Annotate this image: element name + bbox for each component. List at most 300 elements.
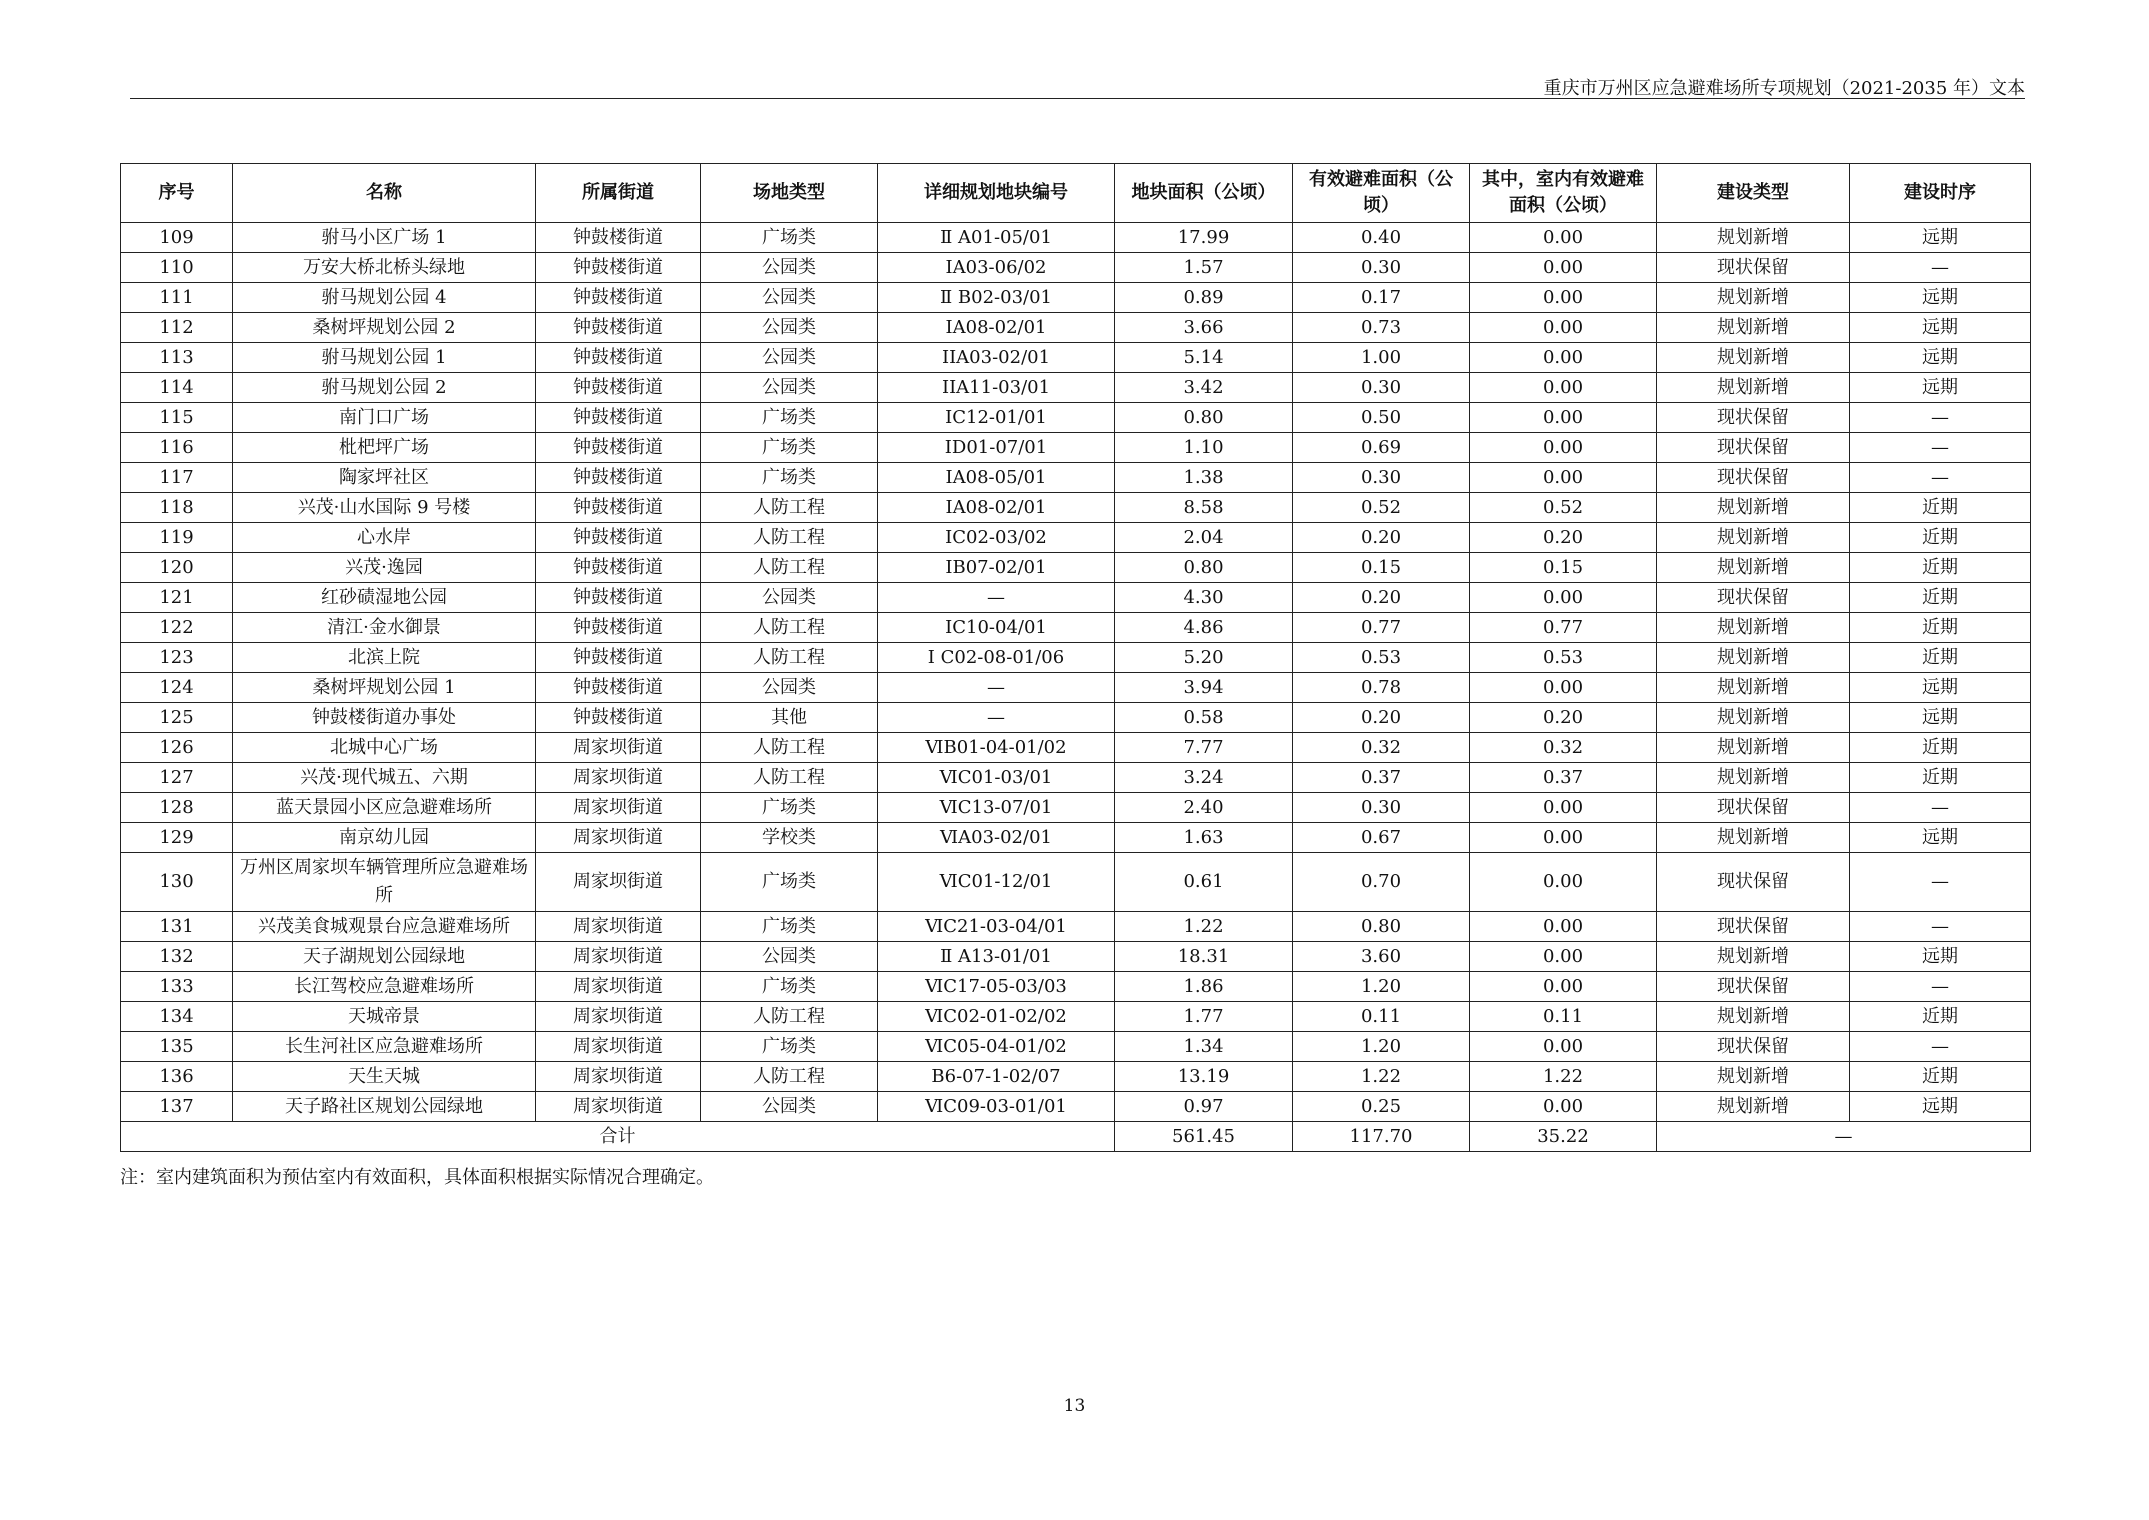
- table-cell: 0.11: [1470, 1002, 1657, 1032]
- table-row: [121, 793, 2031, 823]
- table-cell: 0.97: [1115, 1092, 1293, 1122]
- table-cell: 公园类: [701, 1092, 878, 1122]
- table-cell: 钟鼓楼街道: [536, 613, 701, 643]
- table-cell: 广场类: [701, 853, 878, 912]
- table-cell: 现状保留: [1657, 253, 1850, 283]
- table-cell: 兴茂·现代城五、六期: [233, 763, 536, 793]
- table-cell: 112: [121, 313, 233, 343]
- table-cell: 驸马规划公园 2: [233, 373, 536, 403]
- table-cell: 0.11: [1293, 1002, 1470, 1032]
- table-cell: 长生河社区应急避难场所: [233, 1032, 536, 1062]
- table-cell: 0.77: [1470, 613, 1657, 643]
- table-cell: 人防工程: [701, 733, 878, 763]
- table-cell: 0.15: [1470, 553, 1657, 583]
- table-cell: 广场类: [701, 463, 878, 493]
- table-cell: 万州区周家坝车辆管理所应急避难场所: [233, 853, 536, 912]
- table-cell: 规划新增: [1657, 343, 1850, 373]
- table-cell: 0.32: [1470, 733, 1657, 763]
- table-cell: 1.10: [1115, 433, 1293, 463]
- column-header: 有效避难面积（公顷）: [1293, 164, 1470, 223]
- table-cell: 0.00: [1470, 583, 1657, 613]
- table-cell: 钟鼓楼街道: [536, 583, 701, 613]
- table-cell: 现状保留: [1657, 793, 1850, 823]
- table-cell: 公园类: [701, 583, 878, 613]
- table-cell: 1.34: [1115, 1032, 1293, 1062]
- table-cell: IB07-02/01: [878, 553, 1115, 583]
- table-row: [121, 703, 2031, 733]
- table-cell: 110: [121, 253, 233, 283]
- document-header-title: 重庆市万州区应急避难场所专项规划（2021-2035 年）文本: [1543, 78, 2025, 99]
- table-cell: 5.14: [1115, 343, 1293, 373]
- table-cell: IA08-02/01: [878, 313, 1115, 343]
- table-cell: 周家坝街道: [536, 942, 701, 972]
- table-cell: 清江·金水御景: [233, 613, 536, 643]
- table-row: [121, 493, 2031, 523]
- table-cell: 钟鼓楼街道: [536, 403, 701, 433]
- table-cell: 0.00: [1470, 1092, 1657, 1122]
- table-cell: 3.24: [1115, 763, 1293, 793]
- table-cell: 公园类: [701, 942, 878, 972]
- page-number: 13: [1063, 1396, 1086, 1416]
- table-cell: 0.78: [1293, 673, 1470, 703]
- total-area: 561.45: [1115, 1122, 1293, 1152]
- total-rest: —: [1657, 1122, 2031, 1152]
- table-cell: 心水岸: [233, 523, 536, 553]
- table-cell: 人防工程: [701, 523, 878, 553]
- table-cell: 蓝天景园小区应急避难场所: [233, 793, 536, 823]
- table-cell: 钟鼓楼街道: [536, 463, 701, 493]
- table-cell: 近期: [1850, 523, 2031, 553]
- table-cell: 枇杷坪广场: [233, 433, 536, 463]
- table-cell: 0.00: [1470, 403, 1657, 433]
- table-cell: 其他: [701, 703, 878, 733]
- table-cell: 远期: [1850, 223, 2031, 253]
- table-cell: 南门口广场: [233, 403, 536, 433]
- table-cell: 人防工程: [701, 1062, 878, 1092]
- table-row: [121, 463, 2031, 493]
- table-cell: 0.77: [1293, 613, 1470, 643]
- table-cell: —: [1850, 912, 2031, 942]
- table-cell: 0.30: [1293, 463, 1470, 493]
- table-cell: 17.99: [1115, 223, 1293, 253]
- table-cell: 周家坝街道: [536, 793, 701, 823]
- table-cell: 0.00: [1470, 313, 1657, 343]
- total-label: 合计: [121, 1122, 1115, 1152]
- table-cell: 0.00: [1470, 972, 1657, 1002]
- table-cell: 陶家坪社区: [233, 463, 536, 493]
- table-cell: 125: [121, 703, 233, 733]
- table-cell: 规划新增: [1657, 493, 1850, 523]
- table-row: [121, 853, 2031, 912]
- table-cell: 规划新增: [1657, 223, 1850, 253]
- table-row: [121, 403, 2031, 433]
- table-cell: 4.86: [1115, 613, 1293, 643]
- table-cell: 116: [121, 433, 233, 463]
- table-cell: 0.37: [1470, 763, 1657, 793]
- table-cell: 广场类: [701, 972, 878, 1002]
- table-cell: —: [1850, 463, 2031, 493]
- table-cell: 1.63: [1115, 823, 1293, 853]
- table-row: [121, 1062, 2031, 1092]
- column-header: 名称: [233, 164, 536, 223]
- table-cell: 规划新增: [1657, 1062, 1850, 1092]
- table-cell: 136: [121, 1062, 233, 1092]
- table-cell: 4.30: [1115, 583, 1293, 613]
- table-cell: Ⅱ A13-01/01: [878, 942, 1115, 972]
- table-cell: ID01-07/01: [878, 433, 1115, 463]
- table-cell: 公园类: [701, 313, 878, 343]
- table-row: [121, 1002, 2031, 1032]
- table-cell: 1.77: [1115, 1002, 1293, 1032]
- table-cell: 3.94: [1115, 673, 1293, 703]
- table-cell: 114: [121, 373, 233, 403]
- table-row: [121, 553, 2031, 583]
- table-cell: 北城中心广场: [233, 733, 536, 763]
- table-cell: 长江驾校应急避难场所: [233, 972, 536, 1002]
- table-cell: 人防工程: [701, 493, 878, 523]
- table-cell: 近期: [1850, 583, 2031, 613]
- table-cell: 现状保留: [1657, 403, 1850, 433]
- table-cell: 0.80: [1115, 553, 1293, 583]
- table-cell: 0.00: [1470, 343, 1657, 373]
- table-cell: 周家坝街道: [536, 733, 701, 763]
- table-cell: ⅥC02-01-02/02: [878, 1002, 1115, 1032]
- table-cell: 兴茂美食城观景台应急避难场所: [233, 912, 536, 942]
- table-row: [121, 613, 2031, 643]
- table-cell: 5.20: [1115, 643, 1293, 673]
- table-cell: 0.80: [1293, 912, 1470, 942]
- table-cell: 钟鼓楼街道: [536, 643, 701, 673]
- table-cell: 0.00: [1470, 1032, 1657, 1062]
- table-row: [121, 313, 2031, 343]
- table-cell: 2.04: [1115, 523, 1293, 553]
- table-cell: 121: [121, 583, 233, 613]
- table-row: [121, 253, 2031, 283]
- table-cell: 规划新增: [1657, 553, 1850, 583]
- table-cell: 122: [121, 613, 233, 643]
- table-cell: 0.69: [1293, 433, 1470, 463]
- table-cell: 0.52: [1470, 493, 1657, 523]
- table-cell: 0.00: [1470, 853, 1657, 912]
- table-cell: 规划新增: [1657, 703, 1850, 733]
- table-cell: ⅥC01-03/01: [878, 763, 1115, 793]
- table-row: [121, 733, 2031, 763]
- column-header: 所属街道: [536, 164, 701, 223]
- table-cell: 134: [121, 1002, 233, 1032]
- table-cell: 人防工程: [701, 643, 878, 673]
- table-cell: —: [1850, 1032, 2031, 1062]
- table-cell: 周家坝街道: [536, 1032, 701, 1062]
- table-cell: 规划新增: [1657, 523, 1850, 553]
- table-cell: 天子路社区规划公园绿地: [233, 1092, 536, 1122]
- table-cell: 近期: [1850, 553, 2031, 583]
- table-cell: 人防工程: [701, 1002, 878, 1032]
- table-cell: 133: [121, 972, 233, 1002]
- table-cell: 118: [121, 493, 233, 523]
- table-cell: 现状保留: [1657, 912, 1850, 942]
- table-cell: 0.00: [1470, 253, 1657, 283]
- table-cell: 0.61: [1115, 853, 1293, 912]
- table-cell: 兴茂·逸园: [233, 553, 536, 583]
- table-cell: —: [1850, 253, 2031, 283]
- table-cell: 0.20: [1470, 523, 1657, 553]
- table-cell: 天子湖规划公园绿地: [233, 942, 536, 972]
- table-cell: 124: [121, 673, 233, 703]
- table-cell: 规划新增: [1657, 763, 1850, 793]
- table-cell: 0.89: [1115, 283, 1293, 313]
- table-cell: 0.40: [1293, 223, 1470, 253]
- table-cell: 8.58: [1115, 493, 1293, 523]
- table-cell: 1.22: [1470, 1062, 1657, 1092]
- table-cell: 1.22: [1115, 912, 1293, 942]
- table-cell: 南京幼儿园: [233, 823, 536, 853]
- table-cell: 1.00: [1293, 343, 1470, 373]
- table-cell: 近期: [1850, 1062, 2031, 1092]
- table-cell: 0.00: [1470, 463, 1657, 493]
- table-cell: 0.73: [1293, 313, 1470, 343]
- table-cell: —: [878, 703, 1115, 733]
- table-cell: 远期: [1850, 942, 2031, 972]
- table-cell: 钟鼓楼街道: [536, 493, 701, 523]
- table-cell: 规划新增: [1657, 942, 1850, 972]
- column-header: 序号: [121, 164, 233, 223]
- table-cell: 钟鼓楼街道: [536, 343, 701, 373]
- table-cell: 周家坝街道: [536, 823, 701, 853]
- table-cell: 天城帝景: [233, 1002, 536, 1032]
- table-cell: 0.17: [1293, 283, 1470, 313]
- table-cell: 0.58: [1115, 703, 1293, 733]
- table-cell: 7.77: [1115, 733, 1293, 763]
- table-cell: 周家坝街道: [536, 763, 701, 793]
- table-cell: 现状保留: [1657, 463, 1850, 493]
- table-cell: 近期: [1850, 493, 2031, 523]
- column-header: 其中，室内有效避难面积（公顷）: [1470, 164, 1657, 223]
- table-cell: 规划新增: [1657, 1002, 1850, 1032]
- table-cell: 远期: [1850, 673, 2031, 703]
- table-cell: 0.00: [1470, 373, 1657, 403]
- table-cell: 钟鼓楼街道: [536, 253, 701, 283]
- table-cell: —: [1850, 853, 2031, 912]
- table-cell: 0.53: [1293, 643, 1470, 673]
- table-cell: 0.30: [1293, 373, 1470, 403]
- table-cell: 广场类: [701, 1032, 878, 1062]
- table-cell: 0.00: [1470, 673, 1657, 703]
- table-cell: 1.38: [1115, 463, 1293, 493]
- table-cell: 115: [121, 403, 233, 433]
- table-cell: 钟鼓楼街道: [536, 283, 701, 313]
- column-header: 详细规划地块编号: [878, 164, 1115, 223]
- table-cell: 131: [121, 912, 233, 942]
- table-cell: 公园类: [701, 343, 878, 373]
- table-cell: 0.25: [1293, 1092, 1470, 1122]
- table-cell: 天生天城: [233, 1062, 536, 1092]
- shelter-table: [120, 163, 2031, 1152]
- table-cell: 学校类: [701, 823, 878, 853]
- table-row: [121, 433, 2031, 463]
- table-cell: 周家坝街道: [536, 1002, 701, 1032]
- table-cell: 0.67: [1293, 823, 1470, 853]
- table-cell: 周家坝街道: [536, 1062, 701, 1092]
- table-cell: 周家坝街道: [536, 972, 701, 1002]
- table-cell: 0.32: [1293, 733, 1470, 763]
- table-cell: 规划新增: [1657, 643, 1850, 673]
- table-cell: IA03-06/02: [878, 253, 1115, 283]
- table-cell: 近期: [1850, 733, 2031, 763]
- table-row: [121, 643, 2031, 673]
- table-cell: ⅥC21-03-04/01: [878, 912, 1115, 942]
- table-cell: 1.20: [1293, 1032, 1470, 1062]
- table-cell: 128: [121, 793, 233, 823]
- table-cell: 119: [121, 523, 233, 553]
- table-cell: Ⅱ B02-03/01: [878, 283, 1115, 313]
- table-cell: 远期: [1850, 1092, 2031, 1122]
- table-cell: ⅥC13-07/01: [878, 793, 1115, 823]
- table-cell: 近期: [1850, 1002, 2031, 1032]
- column-header: 建设时序: [1850, 164, 2031, 223]
- table-cell: IA08-05/01: [878, 463, 1115, 493]
- table-cell: 广场类: [701, 793, 878, 823]
- table-cell: 北滨上院: [233, 643, 536, 673]
- table-cell: 2.40: [1115, 793, 1293, 823]
- table-cell: 人防工程: [701, 613, 878, 643]
- table-cell: 0.20: [1293, 703, 1470, 733]
- table-cell: 钟鼓楼街道: [536, 433, 701, 463]
- table-cell: —: [1850, 433, 2031, 463]
- table-cell: 近期: [1850, 763, 2031, 793]
- table-cell: 钟鼓楼街道: [536, 523, 701, 553]
- table-cell: 0.52: [1293, 493, 1470, 523]
- table-cell: 人防工程: [701, 553, 878, 583]
- table-cell: 钟鼓楼街道: [536, 703, 701, 733]
- table-cell: 0.00: [1470, 283, 1657, 313]
- table-note: 注：室内建筑面积为预估室内有效面积，具体面积根据实际情况合理确定。: [120, 1167, 714, 1188]
- table-cell: 1.20: [1293, 972, 1470, 1002]
- table-cell: 0.00: [1470, 942, 1657, 972]
- table-cell: 近期: [1850, 643, 2031, 673]
- table-cell: 129: [121, 823, 233, 853]
- table-cell: 规划新增: [1657, 373, 1850, 403]
- table-row: [121, 942, 2031, 972]
- table-cell: 规划新增: [1657, 283, 1850, 313]
- total-effective-area: 117.70: [1293, 1122, 1470, 1152]
- table-cell: 驸马小区广场 1: [233, 223, 536, 253]
- table-cell: 135: [121, 1032, 233, 1062]
- total-row: [121, 1122, 2031, 1152]
- table-cell: 公园类: [701, 373, 878, 403]
- table-cell: 0.80: [1115, 403, 1293, 433]
- table-cell: 0.30: [1293, 793, 1470, 823]
- table-cell: 桑树坪规划公园 1: [233, 673, 536, 703]
- table-cell: 近期: [1850, 613, 2031, 643]
- table-row: [121, 283, 2031, 313]
- table-cell: 公园类: [701, 283, 878, 313]
- table-body: [121, 223, 2031, 1122]
- table-cell: 周家坝街道: [536, 853, 701, 912]
- table-cell: 广场类: [701, 223, 878, 253]
- table-cell: 127: [121, 763, 233, 793]
- table-cell: 113: [121, 343, 233, 373]
- table-cell: IC10-04/01: [878, 613, 1115, 643]
- table-cell: 远期: [1850, 703, 2031, 733]
- table-cell: ⅥC09-03-01/01: [878, 1092, 1115, 1122]
- table-cell: 公园类: [701, 253, 878, 283]
- total-indoor-area: 35.22: [1470, 1122, 1657, 1152]
- table-cell: 0.15: [1293, 553, 1470, 583]
- table-cell: ⅥC17-05-03/03: [878, 972, 1115, 1002]
- table-cell: IC02-03/02: [878, 523, 1115, 553]
- table-cell: IC12-01/01: [878, 403, 1115, 433]
- table-cell: 117: [121, 463, 233, 493]
- header-divider: [130, 98, 2025, 99]
- table-row: [121, 763, 2031, 793]
- table-row: [121, 373, 2031, 403]
- table-cell: IIA03-02/01: [878, 343, 1115, 373]
- table-cell: 3.66: [1115, 313, 1293, 343]
- table-cell: 1.22: [1293, 1062, 1470, 1092]
- table-cell: 0.00: [1470, 912, 1657, 942]
- column-header: 场地类型: [701, 164, 878, 223]
- table-cell: 钟鼓楼街道办事处: [233, 703, 536, 733]
- table-cell: 现状保留: [1657, 433, 1850, 463]
- table-cell: 钟鼓楼街道: [536, 373, 701, 403]
- table-cell: 规划新增: [1657, 733, 1850, 763]
- table-cell: 111: [121, 283, 233, 313]
- table-cell: 130: [121, 853, 233, 912]
- table-cell: 规划新增: [1657, 673, 1850, 703]
- table-cell: 规划新增: [1657, 313, 1850, 343]
- table-cell: 0.20: [1293, 523, 1470, 553]
- table-cell: 人防工程: [701, 763, 878, 793]
- table-cell: B6-07-1-02/07: [878, 1062, 1115, 1092]
- table-cell: 0.53: [1470, 643, 1657, 673]
- table-cell: 驸马规划公园 1: [233, 343, 536, 373]
- table-cell: 万安大桥北桥头绿地: [233, 253, 536, 283]
- table-cell: ⅥA03-02/01: [878, 823, 1115, 853]
- table-cell: 现状保留: [1657, 583, 1850, 613]
- table-cell: 0.00: [1470, 793, 1657, 823]
- table-row: [121, 972, 2031, 1002]
- table-cell: 远期: [1850, 823, 2031, 853]
- table-cell: 0.20: [1293, 583, 1470, 613]
- table-cell: 120: [121, 553, 233, 583]
- table-cell: 广场类: [701, 433, 878, 463]
- table-cell: 1.86: [1115, 972, 1293, 1002]
- table-cell: 远期: [1850, 313, 2031, 343]
- table-cell: IIA11-03/01: [878, 373, 1115, 403]
- table-cell: 规划新增: [1657, 613, 1850, 643]
- table-cell: 13.19: [1115, 1062, 1293, 1092]
- table-cell: 广场类: [701, 912, 878, 942]
- table-cell: 规划新增: [1657, 1092, 1850, 1122]
- table-cell: 公园类: [701, 673, 878, 703]
- table-row: [121, 583, 2031, 613]
- table-cell: 现状保留: [1657, 853, 1850, 912]
- table-cell: Ⅰ C02-08-01/06: [878, 643, 1115, 673]
- table-cell: 广场类: [701, 403, 878, 433]
- table-row: [121, 912, 2031, 942]
- table-cell: 现状保留: [1657, 972, 1850, 1002]
- table-cell: 18.31: [1115, 942, 1293, 972]
- table-row: [121, 343, 2031, 373]
- table-cell: 钟鼓楼街道: [536, 313, 701, 343]
- table-cell: ⅥC05-04-01/02: [878, 1032, 1115, 1062]
- table-cell: 126: [121, 733, 233, 763]
- table-cell: ⅥB01-04-01/02: [878, 733, 1115, 763]
- table-cell: 周家坝街道: [536, 912, 701, 942]
- table-cell: 137: [121, 1092, 233, 1122]
- table-cell: Ⅱ A01-05/01: [878, 223, 1115, 253]
- table-cell: 0.30: [1293, 253, 1470, 283]
